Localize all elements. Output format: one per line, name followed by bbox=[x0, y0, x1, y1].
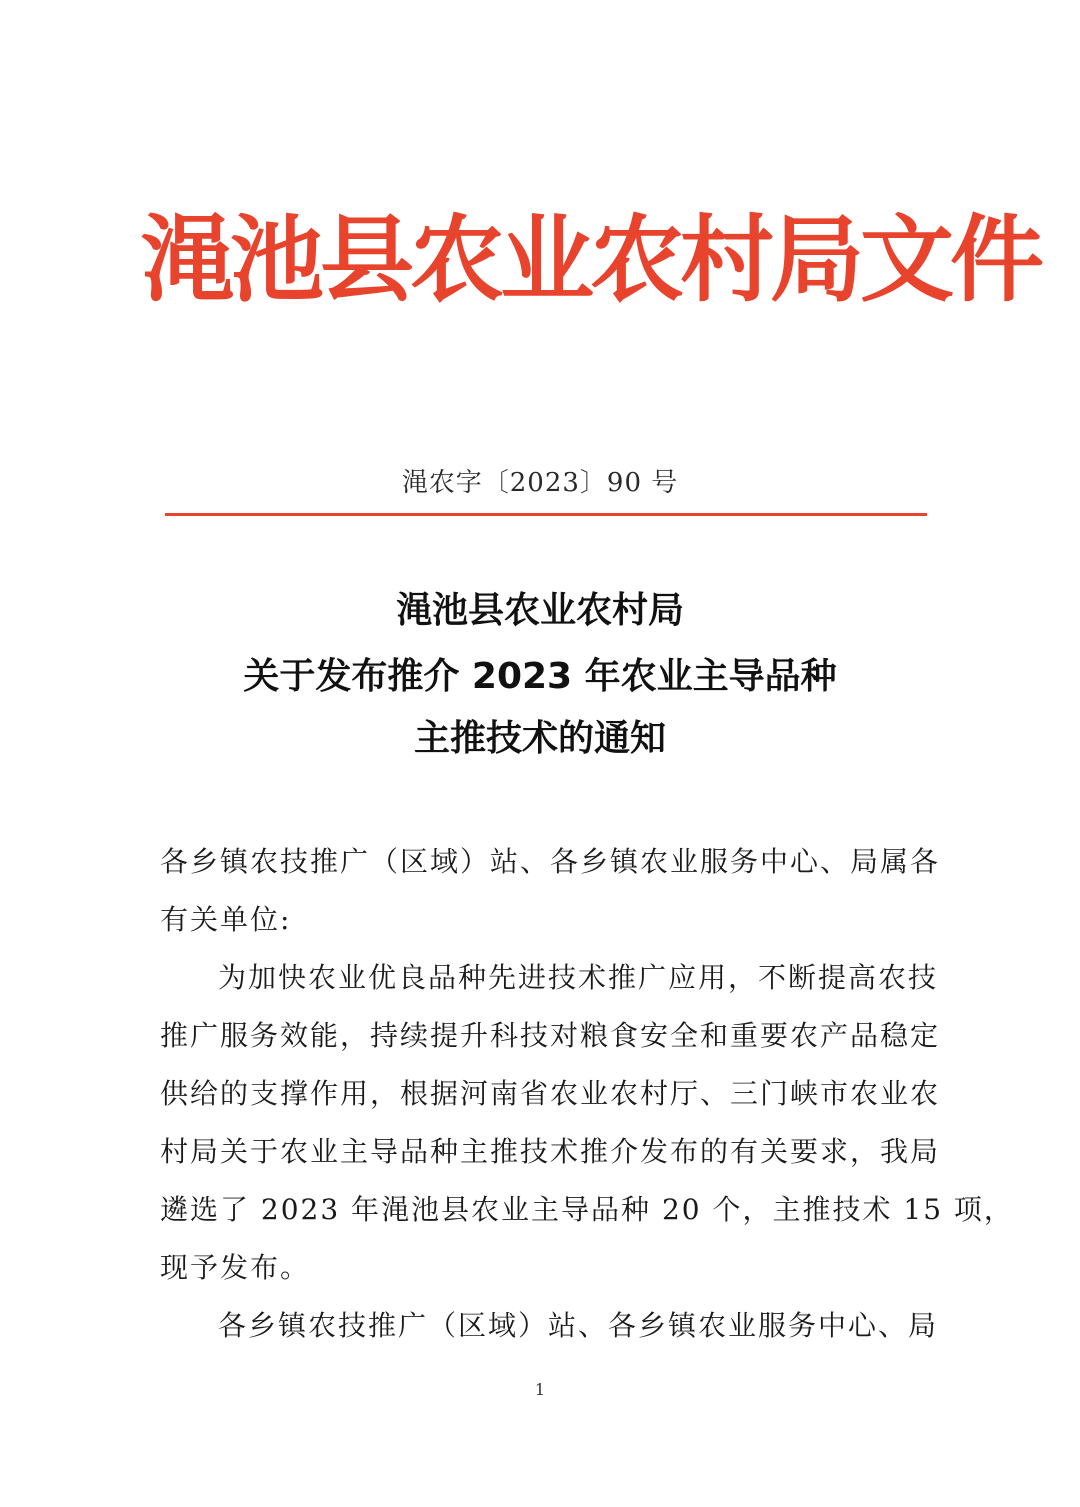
page-number: 1 bbox=[534, 1380, 546, 1399]
document-number: 渑农字〔2023〕90 号 bbox=[401, 468, 679, 498]
body-paragraph-line: 为加快农业优良品种先进技术推广应用，不断提高农技 bbox=[218, 961, 939, 994]
notice-title-line-3: 主推技术的通知 bbox=[413, 718, 666, 759]
red-divider-rule bbox=[165, 513, 927, 516]
masthead-title: 渑池县农业农村局文件 bbox=[140, 205, 1041, 315]
body-paragraph-line: 遴选了 2023 年渑池县农业主导品种 20 个，主推技术 15 项， bbox=[160, 1193, 1014, 1226]
body-paragraph-line: 村局关于农业主导品种主推技术推介发布的有关要求，我局 bbox=[160, 1135, 941, 1168]
body-paragraph-line: 推广服务效能，持续提升科技对粮食安全和重要农产品稳定 bbox=[160, 1019, 941, 1052]
notice-title-line-2: 关于发布推介 2023 年农业主导品种 bbox=[243, 656, 837, 697]
salutation-line-1: 各乡镇农技推广（区域）站、各乡镇农业服务中心、局属各 bbox=[160, 845, 941, 878]
salutation-line-2: 有关单位: bbox=[160, 903, 292, 936]
body-paragraph-line: 各乡镇农技推广（区域）站、各乡镇农业服务中心、局 bbox=[218, 1309, 939, 1342]
body-paragraph-line: 供给的支撑作用，根据河南省农业农村厅、三门峡市农业农 bbox=[160, 1077, 941, 1110]
notice-title-line-1: 渑池县农业农村局 bbox=[395, 590, 684, 631]
body-paragraph-line: 现予发布。 bbox=[160, 1251, 311, 1284]
